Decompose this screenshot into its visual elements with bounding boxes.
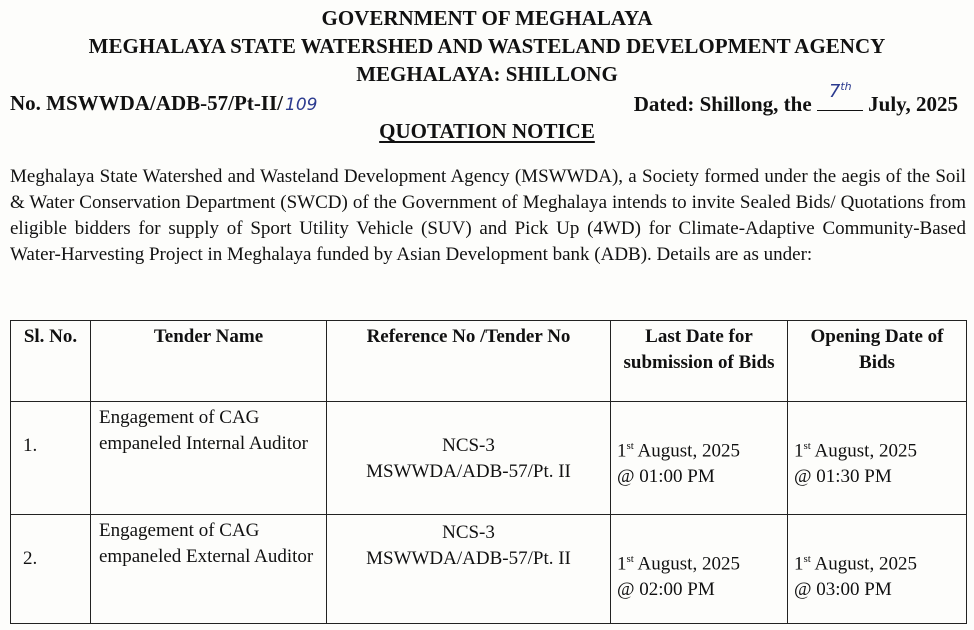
row-last-day-number: 1 [617, 440, 627, 462]
date-day-handwritten [829, 74, 852, 105]
tender-table [10, 320, 967, 624]
row-sl-no [11, 402, 91, 515]
row-open-day-suffix: st [803, 440, 811, 452]
dated-prefix: Dated: Shillong, the [633, 92, 812, 116]
row-last-time: @ 01:00 PM [617, 466, 715, 488]
row-last-date [611, 402, 788, 515]
row-sl-no-text: 2. [23, 548, 38, 569]
row-tender-name: Engagement of CAG empaneled Internal Auditor [91, 402, 327, 515]
notice-body: Meghalaya State Watershed and Wasteland Development Agency (MSWWDA), a Society formed under the aegis of the Soil & Water Conservation Department (SWCD) of the Government of Meghalaya intends to invite Sealed Bids/ Quotations from eligible bidders for supply of Sport Utility Vehicle (SUV) and Pick Up (4WD) for Climate-Adaptive Community-Based Water-Harvesting Project in Meghalaya funded by Asian Development bank (ADB). Details are as under: [10, 166, 966, 265]
row-open-day-number: 1 [794, 553, 804, 575]
row-last-day-suffix: st [626, 440, 634, 452]
row-open-date-day [794, 433, 960, 464]
reference-line [10, 80, 966, 116]
dated-line [633, 80, 958, 117]
row-open-day-suffix: st [803, 553, 811, 565]
row-tender-name: Engagement of CAG empaneled External Auditor [91, 515, 327, 624]
row-reference-line1: NCS-3 [442, 522, 495, 543]
date-day-number: 7 [828, 81, 841, 102]
row-reference [327, 402, 611, 515]
header-location: MEGHALAYA: SHILLONG [356, 62, 618, 86]
date-day-suffix: th [840, 80, 852, 93]
date-blank [817, 80, 863, 111]
row-open-day-number: 1 [794, 440, 804, 462]
notice-title [0, 118, 974, 144]
reference-number-prefix: No. MSWWDA/ADB-57/Pt-II/ [10, 91, 283, 115]
reference-number-handwritten: 109 [285, 95, 318, 115]
header-government: GOVERNMENT OF MEGHALAYA [321, 6, 653, 30]
table-row [11, 515, 967, 624]
row-open-time: @ 03:00 PM [794, 579, 892, 601]
row-last-date [611, 515, 788, 624]
row-last-day-suffix: st [626, 553, 634, 565]
header-last-date: Last Date for submission of Bids [611, 321, 788, 402]
table-header-row [11, 321, 967, 402]
notice-title-text: QUOTATION NOTICE [379, 119, 595, 143]
row-last-day-number: 1 [617, 553, 627, 575]
row-open-time: @ 01:30 PM [794, 466, 892, 488]
row-reference-line1: NCS-3 [442, 435, 495, 456]
row-open-date-day [794, 546, 960, 577]
row-sl-no-text: 1. [23, 435, 38, 456]
header-sl-no: Sl. No. [11, 321, 91, 402]
reference-number [10, 90, 317, 118]
header-reference: Reference No /Tender No [327, 321, 611, 402]
row-last-time: @ 02:00 PM [617, 579, 715, 601]
header-opening-date: Opening Date of Bids [788, 321, 967, 402]
row-reference-line2: MSWWDA/ADB-57/Pt. II [366, 461, 571, 482]
row-opening-date [788, 515, 967, 624]
row-opening-date [788, 402, 967, 515]
row-last-date-day [617, 433, 781, 464]
row-reference-line2: MSWWDA/ADB-57/Pt. II [366, 548, 571, 569]
row-open-date-rest: August, 2025 [810, 440, 917, 462]
header-agency: MEGHALAYA STATE WATERSHED AND WASTELAND DEVELOPMENT AGENCY [88, 34, 886, 58]
row-last-date-rest: August, 2025 [633, 440, 740, 462]
row-reference [327, 515, 611, 624]
header-tender-name: Tender Name [91, 321, 327, 402]
dated-suffix: July, 2025 [868, 92, 958, 116]
row-sl-no [11, 515, 91, 624]
table-row [11, 402, 967, 515]
row-open-date-rest: August, 2025 [810, 553, 917, 575]
row-last-date-day [617, 546, 781, 577]
row-last-date-rest: August, 2025 [633, 553, 740, 575]
